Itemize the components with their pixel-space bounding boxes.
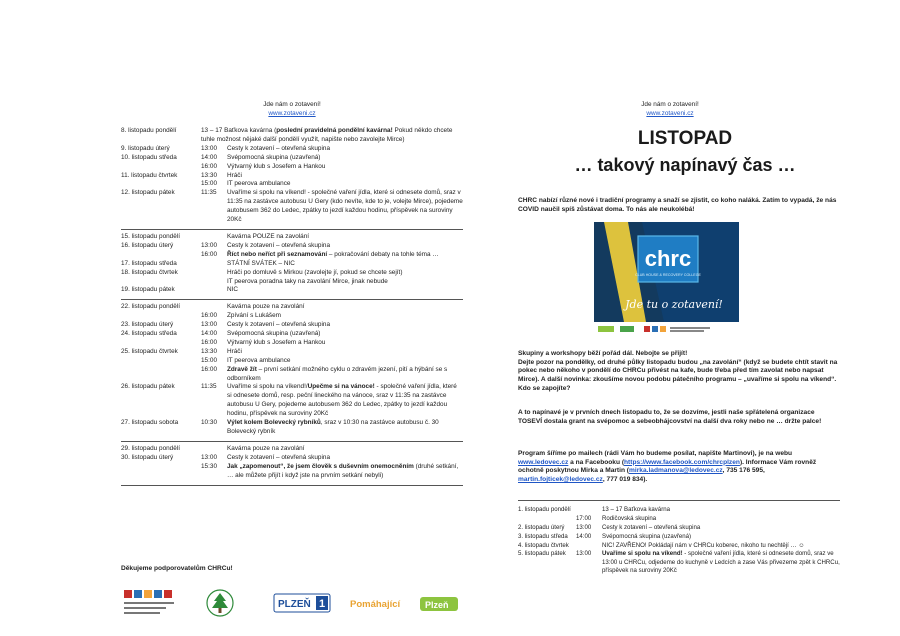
schedule-event: Kavárna pouze na zavolání (227, 444, 305, 452)
schedule-event: Hráči (227, 347, 242, 355)
schedule-event: Uvaříme si spolu na víkend! - společné vaření jídla, které si odnesete domů, sraz ve 13:00 u CHRCu, odjedeme do kuchyně v Ledcích a zase Vás přivezeme zpět k CHRCu, příspěvek na suroviny 20Kč (602, 550, 840, 575)
schedule-date: 1. listopadu pondělí (518, 506, 571, 513)
month-title: LISTOPAD (637, 128, 733, 149)
schedule-row (518, 542, 840, 551)
facebook-link[interactable]: https://www.facebook.com/chrcplzen (624, 458, 740, 466)
schedule-divider (121, 441, 463, 442)
chrc-slogan-text: Jde tu o zotavení! (625, 298, 723, 311)
contact-text-4: , 735 176 595, (722, 467, 765, 475)
schedule-event: Zdravě žít – první setkání možného cyklu o zdravém jezení, pití a hýbání se s odborníkem (227, 365, 448, 382)
web-link[interactable]: www.ledovec.cz (518, 458, 569, 466)
schedule-time: 17:00 (576, 514, 592, 522)
schedule-event: Kavárna POUZE na zavolání (227, 232, 310, 240)
schedule-time: 11:35 (201, 383, 217, 391)
schedule-time: 15:30 (201, 462, 217, 470)
schedule-date: 15. listopadu pondělí (121, 232, 180, 240)
schedule-event: NIC! ZAVŘENO! Pokládají nám v CHRCu koberec, nikoho tu nechtějí … ☺ (602, 541, 805, 549)
svg-text:Pomáhající: Pomáhající (350, 599, 401, 610)
schedule-row (121, 330, 463, 339)
plzen1-logo (272, 588, 334, 618)
schedule-event: Hráči (227, 171, 242, 179)
schedule-date: 26. listopadu pátek (121, 383, 175, 391)
right-page (470, 0, 900, 636)
schedule-row (121, 233, 463, 242)
schedule-time: 13:30 (201, 347, 217, 355)
grant-paragraph: A to napínavé je v prvních dnech listopadu to, že se dozvíme, jestli naše spřátelená organizace TOSEVÍ dostala grant na svépomoc a sebeobhájcovství na další dva roky nebo ne … držte palce! (518, 409, 822, 425)
month-subtitle: … takový napínavý čas … (574, 155, 796, 175)
schedule-row (121, 321, 463, 330)
left-schedule (121, 127, 463, 489)
schedule-event: Výtvarný klub s Josefem a Hankou (227, 162, 326, 170)
left-header-link[interactable]: www.zotaveni.cz (268, 110, 316, 117)
chrc-sub-text: CLUB HOUSE & RECOVERY COLLEGE (635, 273, 701, 277)
contact-text-1: Program šíříme po mailech (rádi Vám ho budeme posílat, napište Martinovi), je na webu (518, 450, 793, 457)
schedule-date: 30. listopadu úterý (121, 453, 174, 461)
schedule-row (121, 127, 463, 145)
schedule-event: Uvaříme si spolu na víkend!/Upečme si na vánoce! - společné vaření jídla, které si odnesete domů, resp. peční lineckého na vánoce, sraz v 11:35 na zastávce autobusu U Gery, pojedeme autobusem 362 do Ledec, zpátky to jezdí každou hodinu, příspěvek na suroviny 20Kč (227, 383, 457, 418)
schedule-date: 5. listopadu pátek (518, 550, 566, 558)
chrc-poster-graphic (594, 222, 739, 322)
schedule-event: STÁTNÍ SVÁTEK – NIC (227, 259, 295, 267)
schedule-row (121, 154, 463, 163)
city-district-logo (203, 588, 237, 618)
intro-text: CHRC nabízí různé nové i tradiční programy a snaží se zjistit, co koho naláká. Zatím to vypadá, že nás COVID naučil spíš zůstávat doma. To nás ale neukolébá! (518, 197, 837, 213)
schedule-date: 24. listopadu středa (121, 330, 177, 338)
schedule-divider (121, 299, 463, 300)
schedule-event: Uvaříme si spolu na víkend! - společné vaření jídla, které si odnesete domů, sraz v 11:35 na zastávce autobusu U Gery (kdo nevíte, kde to je, volejte Mirce), pojedeme autobusem 362 do Ledec, zpátky to jezdí každou hodinu, příspěvek na suroviny 20Kč (227, 189, 463, 224)
chrc-poster (594, 222, 739, 322)
svg-text:Plzeň: Plzeň (425, 600, 449, 610)
mail-link-mirka[interactable]: mirka.ladmanova@ledovec.cz (629, 467, 723, 475)
contact-text-3: ). Informace Vám rovněž ochotně poskytnou Mirka a Martin ( (518, 458, 817, 475)
schedule-date: 18. listopadu čtvrtek (121, 268, 178, 276)
schedule-date: 22. listopadu pondělí (121, 303, 180, 311)
schedule-row (121, 357, 463, 366)
schedule-row (121, 242, 463, 251)
thanks-text: Děkujeme podporovatelům CHRCu! (121, 565, 233, 572)
schedule-event: Kavárna pouze na zavolání (227, 303, 305, 311)
schedule-date: 25. listopadu čtvrtek (121, 347, 178, 355)
contact-paragraph (518, 450, 838, 485)
schedule-event: Rodičovská skupina (602, 514, 657, 522)
contact-text-5: , 777 019 834). (602, 476, 648, 484)
schedule-date: 27. listopadu sobota (121, 419, 179, 427)
schedule-row (121, 269, 463, 278)
schedule-date: 4. listopadu čtvrtek (518, 541, 569, 549)
right-header (590, 100, 750, 118)
schedule-time: 13:00 (201, 241, 217, 249)
left-header (121, 100, 463, 118)
schedule-time: 11:35 (201, 189, 217, 197)
schedule-event: 13 – 17 Baťkova kavárna (602, 506, 671, 513)
right-header-text: Jde nám o zotavení! (641, 101, 699, 108)
schedule-row (121, 463, 463, 481)
schedule-event: Hráči po domluvě s Mirkou (zavolejte jí, pokud se chcete sejít) (227, 268, 403, 276)
schedule-divider (121, 229, 463, 230)
schedule-date: 11. listopadu čtvrtek (121, 171, 178, 179)
schedule-date: 8. listopadu pondělí (121, 127, 177, 134)
schedule-date: 2. listopadu úterý (518, 523, 565, 531)
contact-text-2: a na Facebooku ( (568, 458, 625, 466)
schedule-row (121, 145, 463, 154)
mail-link-martin[interactable]: martin.fojticek@ledovec.cz (518, 476, 603, 484)
schedule-row (121, 303, 463, 312)
schedule-row (121, 163, 463, 172)
schedule-row (518, 550, 840, 575)
schedule-event: IT peerova ambulance (227, 180, 291, 188)
schedule-event: Cesty k zotavení – otevřená skupina (227, 321, 331, 329)
schedule-row (121, 260, 463, 269)
schedule-row (121, 366, 463, 384)
schedule-event: Zpívání s Lukášem (227, 312, 281, 320)
schedule-row (121, 286, 463, 295)
schedule-time: 14:00 (576, 532, 592, 540)
schedule-date: 19. listopadu pátek (121, 286, 175, 294)
schedule-date: 17. listopadu středa (121, 259, 177, 267)
schedule-event: Jak „zapomenout“, že jsem člověk s duševním onemocněním (druhé setkání, … ale můžete přijít i když jste na prvním setkání nebyli) (227, 462, 459, 479)
schedule-time: 13:30 (201, 171, 217, 179)
schedule-time: 16:00 (201, 338, 217, 346)
schedule-event: Svépomocná skupina (uzavřená) (227, 153, 321, 161)
schedule-row (121, 454, 463, 463)
schedule-time: 13:00 (576, 523, 592, 531)
schedule-time: 13:00 (576, 550, 592, 558)
schedule-date: 29. listopadu pondělí (121, 444, 180, 452)
schedule-date: 3. listopadu středa (518, 532, 568, 540)
schedule-event: Svépomocná skupina (uzavřená) (602, 532, 692, 540)
schedule-event: Cesty k zotavení – otevřená skupina (602, 523, 701, 531)
left-header-text: Jde nám o zotavení! (263, 101, 321, 108)
schedule-date: 12. listopadu pátek (121, 189, 175, 197)
schedule-row (121, 180, 463, 189)
schedule-time: 16:00 (201, 162, 217, 170)
schedule-time: 13:00 (201, 453, 217, 461)
schedule-row (518, 533, 840, 542)
schedule-time: 15:00 (201, 356, 217, 364)
right-schedule (518, 506, 840, 576)
schedule-row (121, 339, 463, 348)
schedule-time: 13:00 (201, 144, 217, 152)
schedule-event: Svépomocná skupina (uzavřená) (227, 330, 321, 338)
schedule-time: 16:00 (201, 250, 217, 258)
schedule-row (121, 278, 463, 287)
schedule-row (518, 515, 840, 524)
schedule-row (121, 383, 463, 419)
schedule-row (518, 506, 840, 515)
schedule-row (518, 524, 840, 533)
schedule-event: Cesty k zotavení – otevřená skupina (227, 144, 331, 152)
schedule-time: 15:00 (201, 180, 217, 188)
programme-lead: Skupiny a workshopy běží pořád dál. Nebojte se přijít! (518, 350, 688, 357)
schedule-time: 10:30 (201, 419, 217, 427)
svg-text:1: 1 (319, 598, 326, 610)
schedule-date: 9. listopadu úterý (121, 144, 170, 152)
schedule-row (121, 189, 463, 225)
svg-text:PLZEŇ: PLZEŇ (278, 599, 311, 610)
schedule-event: Říct nebo neříct při seznamování – pokračování debaty na tohle téma … (227, 250, 439, 258)
sponsor-logos (118, 588, 468, 620)
schedule-row (121, 445, 463, 454)
schedule-event: IT peerova poradna taky na zavolání Mirce, jinak nebude (227, 277, 388, 285)
schedule-row (121, 251, 463, 260)
right-divider (518, 500, 840, 501)
schedule-time: 14:00 (201, 153, 217, 161)
schedule-row (121, 312, 463, 321)
schedule-time: 14:00 (201, 330, 217, 338)
schedule-date: 23. listopadu úterý (121, 321, 174, 329)
right-header-link[interactable]: www.zotaveni.cz (646, 110, 694, 117)
poster-partner-strip (598, 324, 738, 336)
schedule-row (121, 172, 463, 181)
schedule-event: 13 – 17 Baťkova kavárna (poslední pravidelná pondělní kavárna! Pokud někdo chcete tuhle možnost nějaké další pondělí využít, napište nebo zavolejte Mirce) (201, 127, 453, 143)
schedule-time: 16:00 (201, 365, 217, 373)
schedule-event: Výtvarný klub s Josefem a Hankou (227, 338, 326, 346)
schedule-time: 13:00 (201, 321, 217, 329)
schedule-row (121, 348, 463, 357)
schedule-time: 16:00 (201, 312, 217, 320)
schedule-event: Cesty k zotavení – otevřená skupina (227, 241, 331, 249)
programme-text: Dejte pozor na pondělky, od druhé půlky listopadu budou „na zavolání“ (když se budete chtít stavit na pokec nebo někoho v pondělí do CHRCu přivést na kafe, bude třeba před tím zavolat nebo napsat Mirce). A další novinka: zkoušíme novou podobu pátečního programu – „uvaříme si spolu na víkend“. Kdo se zapojíte? (518, 358, 838, 392)
programme-paragraph (518, 350, 838, 394)
schedule-date: 10. listopadu středa (121, 153, 177, 161)
pomahajici-plzen-logo (348, 588, 463, 618)
schedule-date: 16. listopadu úterý (121, 241, 174, 249)
schedule-event: Cesty k zotavení – otevřená skupina (227, 453, 331, 461)
ministry-logo (118, 588, 184, 618)
schedule-event: NIC (227, 286, 239, 294)
schedule-divider (121, 485, 463, 486)
schedule-row (121, 419, 463, 437)
schedule-event: IT peerova ambulance (227, 356, 291, 364)
chrc-brand-text: chrc (644, 246, 692, 271)
schedule-event: Výlet kolem Bolevecký rybníků, sraz v 10:30 na zastávce autobusu č. 30 Bolevecký rybník (227, 419, 439, 435)
